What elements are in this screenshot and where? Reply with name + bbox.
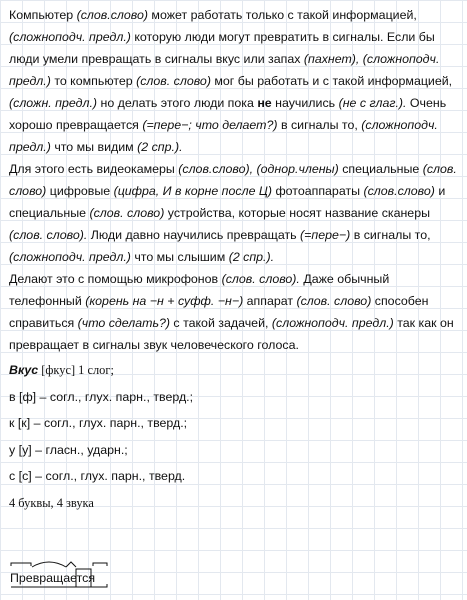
base-underline bbox=[11, 584, 76, 587]
grammar-note: (цифра, И в корне после Ц) bbox=[113, 184, 273, 198]
text-run: Компьютер bbox=[9, 8, 77, 22]
suffix-mark bbox=[66, 562, 76, 567]
paragraph bbox=[9, 268, 461, 356]
text-run: так как он превращает в сигналы звук человеческого голоса. bbox=[9, 316, 454, 352]
ending-box bbox=[76, 569, 91, 587]
text-run: фотоаппараты bbox=[272, 184, 364, 198]
grammar-note: (слов. слово) bbox=[89, 206, 165, 220]
parsed-word: Превращается bbox=[10, 571, 96, 585]
grammar-note: (слов. слово). bbox=[221, 272, 300, 286]
grammar-note: (сложноподч. предл.) bbox=[9, 118, 438, 154]
grammar-note: (что сделать?) bbox=[77, 316, 170, 330]
text-run: не bbox=[257, 96, 272, 110]
text-run: Очень хорошо превращается bbox=[9, 96, 447, 132]
text-run: но делать этого люди пока bbox=[97, 96, 258, 110]
base-underline-end bbox=[91, 584, 107, 587]
text-run: аппарат bbox=[243, 294, 297, 308]
grammar-note: (пахнет), (сложноподч. предл.) bbox=[9, 52, 440, 88]
text-run: которую люди могут превратить в сигналы. Если бы люди умели превращать в сигналы вкус или запах bbox=[9, 30, 435, 66]
document-body bbox=[9, 4, 461, 514]
morpheme-marks bbox=[10, 560, 130, 596]
sound-line: в [ф] – согл., глух. парн., тверд.; bbox=[9, 389, 194, 404]
text-paragraphs bbox=[9, 4, 461, 356]
grammar-note: (слов. слово) bbox=[136, 74, 211, 88]
analysis-heading bbox=[9, 359, 461, 381]
text-run: Даже обычный телефонный bbox=[9, 272, 390, 308]
prefix-mark bbox=[11, 563, 31, 566]
grammar-note: (корень на −н + суфф. −н−) bbox=[85, 294, 244, 308]
text-run: что мы видим bbox=[50, 140, 138, 154]
text-run: Люди давно научились превращать bbox=[87, 228, 301, 242]
analysis-summary: 4 буквы, 4 звука bbox=[9, 495, 94, 510]
text-run: научились bbox=[271, 96, 339, 110]
sound-line: с [с] – согл., глух. парн., тверд. bbox=[9, 469, 186, 483]
grammar-note: (сложноподч. предл.) bbox=[9, 250, 131, 264]
text-run: с такой задачей, bbox=[169, 316, 272, 330]
grammar-note: (слов. слово). bbox=[9, 228, 88, 242]
text-run: в сигналы то, bbox=[350, 228, 431, 242]
grammar-note: (сложн. предл.) bbox=[9, 96, 98, 110]
grammar-note: (слов. слово) bbox=[296, 294, 372, 308]
text-run: устройства, которые носят название сканеры bbox=[164, 206, 431, 220]
grammar-note: (слов.слово), (однор.члены) bbox=[178, 162, 339, 176]
postfix-mark bbox=[93, 563, 107, 566]
text-run: мог бы работать и с такой информацией, bbox=[210, 74, 453, 88]
grammar-note: (2 спр.). bbox=[137, 140, 183, 154]
text-run: что мы слышим bbox=[130, 250, 229, 264]
sound-line: у [у] – гласн., ударн.; bbox=[9, 442, 128, 457]
text-run: может работать только с такой информацией, bbox=[147, 8, 417, 22]
paragraph bbox=[9, 4, 461, 158]
text-run: то компьютер bbox=[50, 74, 137, 88]
grammar-note: (слов.слово) bbox=[363, 184, 435, 198]
text-run: Для этого есть видеокамеры bbox=[9, 162, 179, 176]
text-run: и специальные bbox=[9, 184, 446, 220]
text-run: специальные bbox=[338, 162, 423, 176]
grammar-note: (=пере−) bbox=[300, 228, 351, 242]
sound-line: к [к] – согл., глух. парн., тверд.; bbox=[9, 416, 188, 430]
paragraph bbox=[9, 158, 461, 268]
analysis-head-rest: [фкус] 1 слог; bbox=[38, 363, 114, 377]
grammar-note: (=пере−; что делает?) bbox=[142, 118, 278, 132]
grammar-note: (сложноподч. предл.) bbox=[9, 30, 131, 44]
text-run: способен справиться bbox=[9, 294, 429, 330]
grammar-note: (2 спр.). bbox=[228, 250, 275, 264]
grammar-note: (сложноподч. предл.) bbox=[271, 316, 394, 330]
grammar-note: (не с глаг.). bbox=[338, 96, 407, 110]
text-run: Делают это с помощью микрофонов bbox=[9, 272, 222, 286]
grammar-note: (слов. слово) bbox=[9, 162, 457, 198]
text-run: в сигналы то, bbox=[277, 118, 362, 132]
analysis-head-word: Вкус bbox=[9, 363, 39, 377]
root-mark bbox=[32, 562, 66, 567]
morphemic-parse bbox=[10, 560, 130, 596]
grammar-note: (слов.слово) bbox=[76, 8, 148, 22]
text-run: цифровые bbox=[46, 184, 114, 198]
